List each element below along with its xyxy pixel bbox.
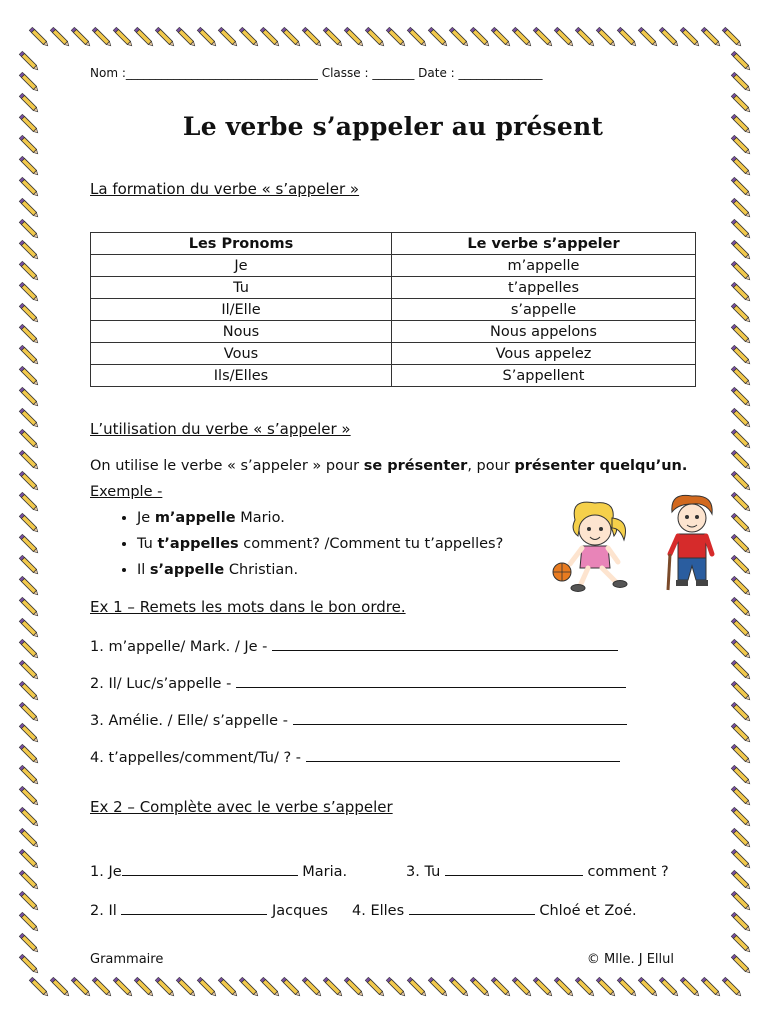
pencil-icon [19, 282, 39, 302]
answer-line[interactable] [121, 900, 267, 915]
pencil-icon [71, 977, 91, 997]
pencil-icon [19, 135, 39, 155]
classe-blank: _______ [372, 66, 415, 80]
pencil-icon [19, 891, 39, 911]
pencil-icon [19, 387, 39, 407]
pencil-icon [19, 51, 39, 71]
pronoun-cell: Vous [91, 343, 392, 365]
nom-blank: ________________________________ [125, 66, 318, 80]
table-header-cell: Les Pronoms [91, 233, 392, 255]
pencil-icon [731, 72, 751, 92]
table-header-row [91, 233, 696, 255]
pencil-icon [731, 828, 751, 848]
example-post: Mario. [235, 510, 285, 526]
pencil-icon [731, 198, 751, 218]
pencil-icon [71, 27, 91, 47]
pencil-icon [19, 345, 39, 365]
student-info-line [90, 66, 543, 80]
ex2-item3-pre: 3. Tu [406, 864, 445, 880]
pencil-icon [19, 618, 39, 638]
nom-label: Nom : [90, 66, 126, 80]
list-item [137, 505, 503, 531]
date-label: Date : [418, 66, 455, 80]
table-row [91, 321, 696, 343]
pencil-icon [731, 261, 751, 281]
pencil-icon [19, 555, 39, 575]
utilisation-bold2: présenter quelqu’un. [514, 458, 688, 474]
utilisation-heading: L’utilisation du verbe « s’appeler » [90, 420, 351, 438]
pencil-icon [19, 534, 39, 554]
answer-line[interactable] [445, 861, 583, 876]
ex2-item2-pre: 2. Il [90, 903, 122, 919]
ex1-item-text: 4. t’appelles/comment/Tu/ ? - [90, 750, 302, 766]
pencil-icon [731, 429, 751, 449]
pencil-icon [19, 492, 39, 512]
pencil-icon [19, 198, 39, 218]
boy-illustration [662, 492, 722, 597]
pencil-icon [19, 366, 39, 386]
pencil-icon [731, 387, 751, 407]
pencil-icon [19, 597, 39, 617]
ex2-item4-pre: 4. Elles [352, 903, 409, 919]
pencil-icon [701, 27, 721, 47]
pencil-icon [19, 156, 39, 176]
footer-right: © Mlle. J Ellul [586, 952, 674, 967]
pencil-icon [19, 471, 39, 491]
pencil-icon [731, 534, 751, 554]
pencil-icon [731, 954, 751, 974]
ex1-item-text: 1. m’appelle/ Mark. / Je - [90, 639, 268, 655]
pencil-icon [19, 93, 39, 113]
verb-cell: s’appelle [392, 299, 696, 321]
pencil-icon [731, 450, 751, 470]
pencil-icon [19, 114, 39, 134]
footer-left: Grammaire [90, 952, 164, 967]
pencil-icon [731, 576, 751, 596]
pencil-icon [731, 555, 751, 575]
answer-line[interactable] [409, 900, 535, 915]
pencil-icon [19, 933, 39, 953]
verb-cell: S’appellent [392, 365, 696, 387]
pencil-icon [19, 702, 39, 722]
pencil-icon [19, 261, 39, 281]
table-row [91, 255, 696, 277]
conjugation-table [90, 232, 696, 387]
ex2-item4-post: Chloé et Zoé. [534, 903, 637, 919]
pencil-icon [731, 135, 751, 155]
pencil-icon [19, 303, 39, 323]
pencil-icon [19, 576, 39, 596]
answer-line[interactable] [306, 747, 620, 762]
utilisation-bold1: se présenter [363, 458, 468, 474]
pronoun-cell: Nous [91, 321, 392, 343]
pencil-icon [731, 303, 751, 323]
pencil-icon [731, 849, 751, 869]
pencil-icon [731, 492, 751, 512]
pencil-icon [731, 681, 751, 701]
pencil-icon [19, 240, 39, 260]
ex2-heading: Ex 2 – Complète avec le verbe s’appeler [90, 798, 393, 816]
pencil-icon [19, 219, 39, 239]
pencil-icon [19, 639, 39, 659]
pencil-icon [731, 513, 751, 533]
pencil-icon [19, 954, 39, 974]
verb-cell: Nous appelons [392, 321, 696, 343]
pencil-icon [731, 366, 751, 386]
answer-line[interactable] [293, 710, 627, 725]
pencil-icon [19, 681, 39, 701]
pencil-icon [19, 408, 39, 428]
ex1-heading: Ex 1 – Remets les mots dans le bon ordre. [90, 598, 406, 616]
verb-cell: m’appelle [392, 255, 696, 277]
example-verb: m’appelle [154, 510, 236, 526]
pencil-icon [19, 912, 39, 932]
utilisation-part2: , pour [467, 458, 515, 474]
ex2-row-1 [90, 861, 347, 880]
ex1-item-text: 3. Amélie. / Elle/ s’appelle - [90, 713, 288, 729]
ex2-item1-pre: 1. Je [90, 864, 122, 880]
pencil-icon [19, 807, 39, 827]
ex2-row-2b [352, 900, 637, 919]
pencil-icon [731, 807, 751, 827]
pencil-icon [731, 597, 751, 617]
example-verb: s’appelle [149, 562, 225, 578]
pencil-icon [29, 27, 49, 47]
ex1-item [90, 636, 618, 655]
ex2-item1-post: Maria. [297, 864, 348, 880]
pencil-icon [731, 408, 751, 428]
pencil-icon [19, 828, 39, 848]
example-pre: Il [137, 562, 150, 578]
examples-list [112, 505, 503, 583]
pencil-icon [731, 240, 751, 260]
pencil-icon [722, 27, 742, 47]
answer-line[interactable] [236, 673, 626, 688]
answer-line[interactable] [272, 636, 618, 651]
pencil-icon [731, 114, 751, 134]
table-row [91, 343, 696, 365]
pronoun-cell: Tu [91, 277, 392, 299]
pencil-icon [731, 933, 751, 953]
pencil-icon [731, 471, 751, 491]
example-verb: t’appelles [157, 536, 239, 552]
pencil-icon [19, 513, 39, 533]
ex1-item [90, 673, 626, 692]
ex1-item-text: 2. Il/ Luc/s’appelle - [90, 676, 232, 692]
ex2-row-2 [90, 900, 328, 919]
example-post: comment? /Comment tu t’appelles? [238, 536, 504, 552]
pronoun-cell: Je [91, 255, 392, 277]
pencil-icon [731, 786, 751, 806]
pencil-icon [701, 977, 721, 997]
pencil-icon [29, 977, 49, 997]
ex1-item [90, 747, 620, 766]
pencil-icon [731, 723, 751, 743]
answer-line[interactable] [122, 861, 298, 876]
table-row [91, 365, 696, 387]
date-blank: ______________ [458, 66, 543, 80]
pencil-icon [731, 891, 751, 911]
table-header-cell: Le verbe s’appeler [392, 233, 696, 255]
verb-cell: Vous appelez [392, 343, 696, 365]
pencil-icon [19, 429, 39, 449]
pencil-icon [50, 977, 70, 997]
pencil-icon [19, 849, 39, 869]
pencil-icon [731, 93, 751, 113]
pencil-icon [19, 324, 39, 344]
ex1-item [90, 710, 627, 729]
example-pre: Tu [137, 536, 158, 552]
pencil-icon [19, 72, 39, 92]
pencil-icon [731, 282, 751, 302]
pencil-icon [731, 912, 751, 932]
verb-cell: t’appelles [392, 277, 696, 299]
utilisation-text [90, 458, 687, 474]
pencil-icon [19, 786, 39, 806]
ex2-item3-post: comment ? [582, 864, 669, 880]
pencil-icon [19, 765, 39, 785]
table-row [91, 277, 696, 299]
pencil-icon [731, 660, 751, 680]
ex2-item2-post: Jacques [267, 903, 328, 919]
pronoun-cell: Ils/Elles [91, 365, 392, 387]
example-pre: Je [137, 510, 155, 526]
pencil-icon [731, 765, 751, 785]
pencil-icon [50, 27, 70, 47]
pencil-icon [722, 977, 742, 997]
classe-label: Classe : [321, 66, 369, 80]
formation-heading: La formation du verbe « s’appeler » [90, 180, 360, 198]
pencil-icon [731, 870, 751, 890]
girl-illustration [550, 498, 640, 593]
pronoun-cell: Il/Elle [91, 299, 392, 321]
pencil-icon [731, 324, 751, 344]
pencil-icon [19, 660, 39, 680]
pencil-icon [19, 870, 39, 890]
exemple-label: Exemple - [90, 484, 163, 500]
example-post: Christian. [224, 562, 299, 578]
page-title: Le verbe s’appeler au présent [182, 112, 604, 141]
pencil-icon [731, 702, 751, 722]
pencil-icon [731, 156, 751, 176]
pencil-icon [19, 744, 39, 764]
pencil-icon [731, 177, 751, 197]
table-row [91, 299, 696, 321]
utilisation-part1: On utilise le verbe « s’appeler » pour [90, 458, 364, 474]
pencil-icon [731, 639, 751, 659]
pencil-icon [731, 618, 751, 638]
pencil-icon [19, 723, 39, 743]
ex2-row-1b [406, 861, 669, 880]
pencil-icon [19, 450, 39, 470]
pencil-icon [731, 744, 751, 764]
pencil-icon [731, 345, 751, 365]
pencil-icon [731, 219, 751, 239]
pencil-icon [731, 51, 751, 71]
pencil-icon [19, 177, 39, 197]
worksheet-page [90, 0, 696, 1024]
list-item [137, 531, 503, 557]
list-item [137, 557, 503, 583]
